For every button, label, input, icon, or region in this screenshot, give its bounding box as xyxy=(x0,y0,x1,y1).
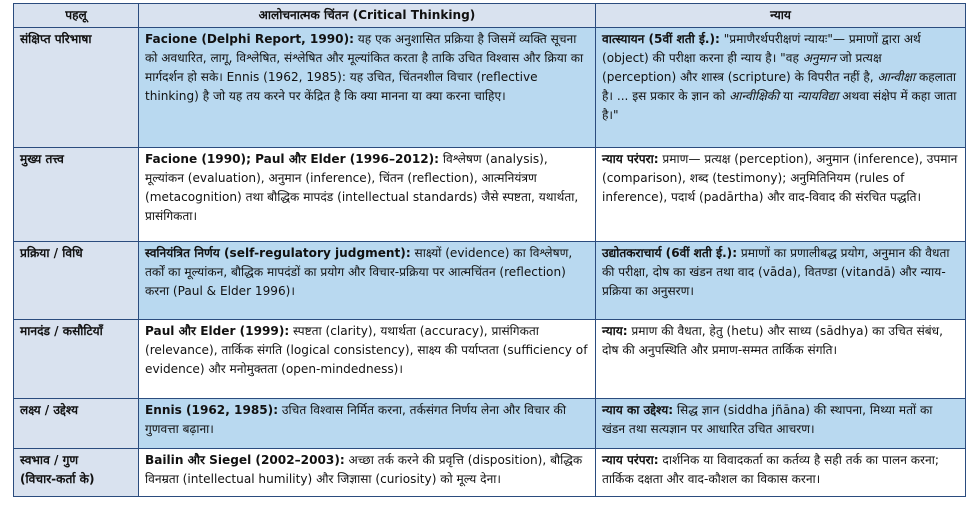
aspect-cell: मुख्य तत्त्व xyxy=(14,148,139,242)
header-aspect: पहलू xyxy=(14,4,139,28)
critical-thinking-cell xyxy=(139,449,596,497)
critical-thinking-cell xyxy=(139,242,596,320)
nyaya-term: न्यायविद्या xyxy=(797,89,839,103)
ct-text: यह एक अनुशासित प्रक्रिया है जिसमें व्यक्ति सूचना को अवधारित, लागू, विश्लेषित, संश्लेषित और मूल्यांकित करता है ताकि उचित विश्वास और क्रिया का मार्गदर्शन हो सके। Ennis (1962, 1985): यह उचित, चिंतनशील विचार (reflective thinking) है जो यह तय करने पर केंद्रित है कि क्या मानना या क्या करना चाहिए। xyxy=(145,32,584,103)
nyaya-cell xyxy=(596,242,966,320)
table-row xyxy=(14,28,966,148)
nyaya-citation: न्याय परंपरा: xyxy=(602,453,659,467)
ct-text: साक्ष्यों (evidence) का विश्लेषण, तर्कों का मूल्यांकन, बौद्धिक मापदंडों का प्रयोग और विचार-प्रक्रिया पर आत्मचिंतन (reflection) करना (Paul & Elder 1996)। xyxy=(145,246,573,298)
nyaya-term: आन्वीक्षिकी xyxy=(729,89,780,103)
nyaya-text: "प्रमाणैरर्थपरीक्षणं न्यायः"— प्रमाणों द्वारा अर्थ (object) की परीक्षा करना ही न्याय है। "वह xyxy=(602,32,921,65)
critical-thinking-cell xyxy=(139,399,596,449)
nyaya-cell xyxy=(596,28,966,148)
header-nyaya: न्याय xyxy=(596,4,966,28)
header-row xyxy=(14,4,966,28)
nyaya-text: कहलाता है। ... इस प्रकार के ज्ञान को xyxy=(602,70,957,103)
aspect-cell: संक्षिप्त परिभाषा xyxy=(14,28,139,148)
nyaya-text: दार्शनिक या विवादकर्ता का कर्तव्य है सही तर्क का पालन करना; तार्किक दक्षता और वाद-कौशल का विकास करना। xyxy=(602,453,939,486)
aspect-cell xyxy=(14,449,139,497)
table-row xyxy=(14,242,966,320)
ct-text: स्पष्टता (clarity), यथार्थता (accuracy), प्रासंगिकता (relevance), तार्किक संगति (logical consistency), साक्ष्य की पर्याप्तता (sufficiency of evidence) और मनोमुक्तता (open-mindedness)। xyxy=(145,324,588,376)
table-row xyxy=(14,148,966,242)
nyaya-text: प्रमाणों का प्रणालीबद्ध प्रयोग, अनुमान की वैधता की परीक्षा, दोष का खंडन तथा वाद (vāda), वितण्डा (vitandā) और न्याय-प्रक्रिया का अनुसरण। xyxy=(602,246,950,298)
comparison-table xyxy=(13,3,966,497)
table-row xyxy=(14,399,966,449)
ct-citation: स्वनियंत्रित निर्णय (self-regulatory judgment): xyxy=(145,246,411,260)
ct-text: अच्छा तर्क करने की प्रवृत्ति (disposition), बौद्धिक विनम्रता (intellectual humility) और जिज्ञासा (curiosity) को मूल्य देना। xyxy=(145,453,583,486)
ct-citation: Facione (Delphi Report, 1990): xyxy=(145,32,354,46)
aspect-cell: प्रक्रिया / विधि xyxy=(14,242,139,320)
aspect-label: स्वभाव / गुण xyxy=(20,453,79,467)
critical-thinking-cell xyxy=(139,320,596,399)
nyaya-text: अथवा संक्षेप में कहा जाता है।" xyxy=(602,89,957,122)
nyaya-text: या xyxy=(779,89,798,103)
nyaya-citation: न्याय परंपरा: xyxy=(602,152,659,166)
nyaya-citation: उद्योतकराचार्य (6वीं शती ई.): xyxy=(602,246,738,260)
nyaya-cell xyxy=(596,148,966,242)
critical-thinking-cell xyxy=(139,28,596,148)
nyaya-term: अनुमान xyxy=(802,51,836,65)
ct-citation: Bailin और Siegel (2002–2003): xyxy=(145,453,345,467)
aspect-sublabel: (विचार-कर्ता के) xyxy=(20,472,95,486)
nyaya-cell xyxy=(596,399,966,449)
critical-thinking-cell xyxy=(139,148,596,242)
header-critical-thinking: आलोचनात्मक चिंतन (Critical Thinking) xyxy=(139,4,596,28)
nyaya-term: आन्वीक्षा xyxy=(877,70,916,84)
nyaya-text: सिद्ध ज्ञान (siddha jñāna) की स्थापना, मिथ्या मतों का खंडन तथा सत्यज्ञान पर आधारित उचित आचरण। xyxy=(602,403,933,436)
nyaya-citation: वात्स्यायन (5वीं शती ई.): xyxy=(602,32,720,46)
nyaya-text: प्रमाण की वैधता, हेतु (hetu) और साध्य (sādhya) का उचित संबंध, दोष की अनुपस्थिति और प्रमाण-सम्मत तार्किक संगति। xyxy=(602,324,943,357)
table-row xyxy=(14,449,966,497)
ct-text: उचित विश्वास निर्मित करना, तर्कसंगत निर्णय लेना और विचार की गुणवत्ता बढ़ाना। xyxy=(145,403,566,436)
ct-citation: Facione (1990); Paul और Elder (1996–2012): xyxy=(145,152,440,166)
nyaya-text: प्रमाण— प्रत्यक्ष (perception), अनुमान (inference), उपमान (comparison), शब्द (testimony); अनुमितिनियम (rules of inference), पदार्थ (padārtha) और वाद-विवाद की संरचित पद्धति। xyxy=(602,152,958,204)
table-row xyxy=(14,320,966,399)
comparison-table-wrapper xyxy=(13,3,965,497)
nyaya-citation: न्याय का उद्देश्य: xyxy=(602,403,674,417)
ct-citation: Ennis (1962, 1985): xyxy=(145,403,279,417)
ct-text: विश्लेषण (analysis), मूल्यांकन (evaluation), अनुमान (inference), चिंतन (reflection), आत्मनियंत्रण (metacognition) तथा बौद्धिक मापदंड (intellectual standards) जैसे स्पष्टता, यथार्थता, प्रासंगिकता। xyxy=(145,152,579,223)
aspect-cell: मानदंड / कसौटियाँ xyxy=(14,320,139,399)
nyaya-cell xyxy=(596,320,966,399)
aspect-cell: लक्ष्य / उद्देश्य xyxy=(14,399,139,449)
nyaya-text: जो प्रत्यक्ष (perception) और शास्त्र (scripture) के विपरीत नहीं है, xyxy=(602,51,882,84)
nyaya-citation: न्याय: xyxy=(602,324,628,338)
nyaya-cell xyxy=(596,449,966,497)
ct-citation: Paul और Elder (1999): xyxy=(145,324,290,338)
